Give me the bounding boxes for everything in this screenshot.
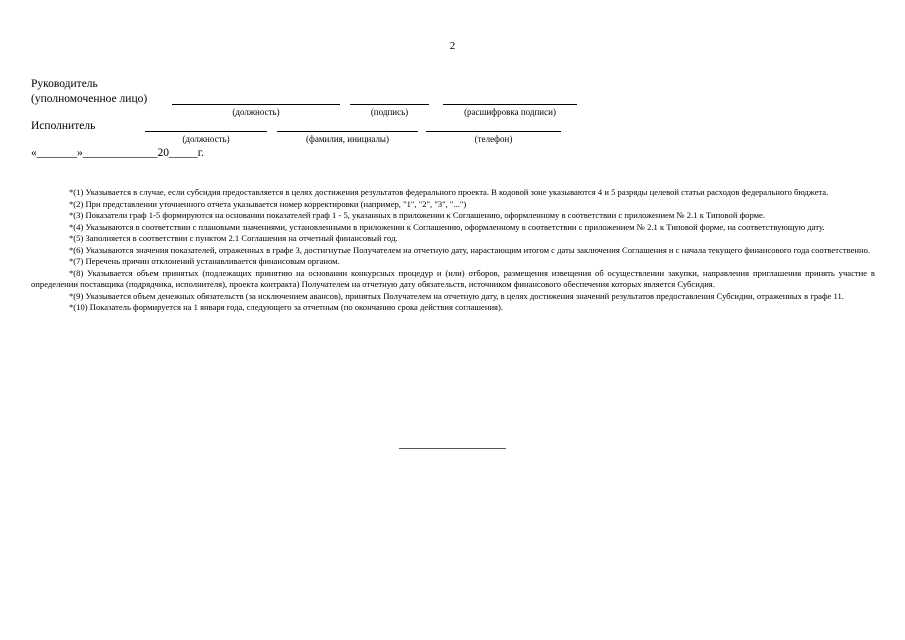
footnote-5: *(5) Заполняется в соответствии с пунктом 2.1 Соглашения на отчетный финансовый год. xyxy=(69,233,398,243)
footnote-2: *(2) При представлении уточненного отчета указывается номер корректировки (например, "1", "2", "3", "...") xyxy=(69,198,467,209)
footnote-9: *(9) Указывается объем денежных обязательств (за исключением авансов), принятых Получателем на отчетную дату, в целях достижения значений результатов предоставления Субсидии, отраженных в графе 11. xyxy=(69,290,844,301)
footnote-8: *(8) Указывается объем принятых (подлежащих принятию на основании конкурсных процедур и (или) отборов, размещения извещения об осуществлении закупки, направления приглашения принять участие в определении поставщика (подрядчика, исполнителя), проекта контракта) Получателем на отчетную дату обязательств, источником финансового обеспечения которых является Субсидия. xyxy=(31,267,875,289)
head-decryption-caption: (расшифровка подписи) xyxy=(464,107,556,117)
executor-name-line xyxy=(277,131,418,132)
footnote-4: *(4) Указываются в соответствии с плановыми значениями, установленными в приложении к Соглашению, оформленному в соответствии с приложением № 2.1 к Типовой форме, на соответствующую дату. xyxy=(69,221,825,232)
head-label-line2: (уполномоченное лицо) xyxy=(31,93,148,105)
footnotes xyxy=(31,187,875,314)
footnote-3: *(3) Показатели граф 1-5 формируются на основании показателей граф 1 - 5, указанных в приложении к Соглашению, оформленному в соответствии с приложением № 2.1 к Типовой форме. xyxy=(69,210,766,220)
executor-position-line xyxy=(145,131,267,132)
head-position-line xyxy=(172,104,340,105)
page-number: 2 xyxy=(449,40,456,52)
footnote-6: *(6) Указываются значения показателей, отраженных в графе 3, достигнутые Получателем на отчетную дату, нарастающим итогом с даты заключения Соглашения и с начала текущего финансового года соответственно. xyxy=(69,244,871,255)
footer-separator-line xyxy=(399,448,506,449)
executor-phone-line xyxy=(426,131,561,132)
head-decryption-line xyxy=(443,104,577,105)
footnote-10: *(10) Показатель формируется на 1 января года, следующего за отчетным (по окончанию срока действия соглашения). xyxy=(69,302,504,312)
footnote-1: *(1) Указывается в случае, если субсидия предоставляется в целях достижения результатов федерального проекта. В кодовой зоне указываются 4 и 5 разряды целевой статьи расходов федерального бюджета. xyxy=(69,187,829,197)
head-signature-line xyxy=(350,104,429,105)
executor-position-caption: (должность) xyxy=(182,134,230,144)
executor-name-caption: (фамилия, инициалы) xyxy=(306,134,389,144)
footnote-7: *(7) Перечень причин отклонений устанавливается финансовым органом. xyxy=(69,256,340,266)
date-line: «_______»_____________20_____г. xyxy=(31,147,205,159)
head-label-line1: Руководитель xyxy=(31,78,98,90)
head-position-caption: (должность) xyxy=(232,107,280,117)
executor-phone-caption: (телефон) xyxy=(474,134,513,144)
head-signature-caption: (подпись) xyxy=(370,107,409,117)
executor-label: Исполнитель xyxy=(31,120,96,132)
